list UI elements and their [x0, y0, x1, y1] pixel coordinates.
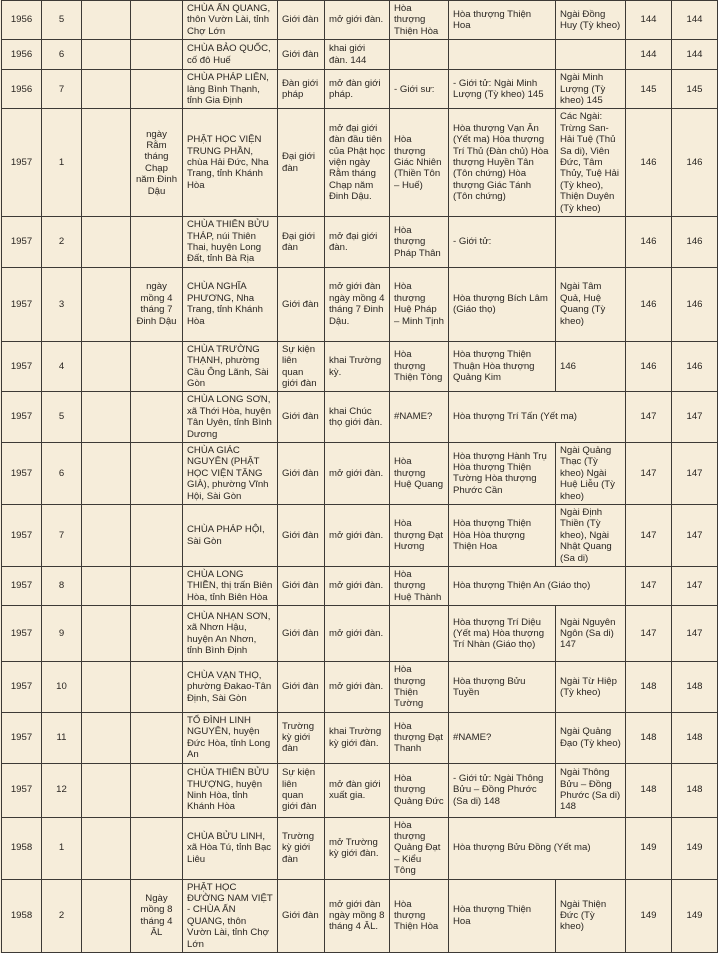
date-cell — [131, 606, 183, 662]
page-ref-cell: 149 — [626, 817, 672, 879]
page-ref-cell-2: 149 — [672, 817, 718, 879]
blank-cell — [82, 109, 131, 217]
ordinands-cell: Ngài Từ Hiệp (Tỳ kheo) — [556, 662, 626, 713]
masters-cell: Hòa thượng Bửu Tuyền — [449, 662, 556, 713]
table-body — [2, 1, 718, 953]
blank-cell — [82, 567, 131, 606]
page-ref-cell: 144 — [626, 40, 672, 70]
page-ref-cell: 147 — [626, 567, 672, 606]
place-cell: CHÙA LONG SƠN, xã Thới Hòa, huyện Tân Uyên, tỉnh Bình Dương — [183, 392, 278, 443]
event-type-cell: Sự kiện liên quan giới đàn — [278, 341, 325, 392]
masters-cell — [449, 40, 556, 70]
page-ref-cell: 148 — [626, 712, 672, 763]
page-ref-cell: 148 — [626, 662, 672, 713]
place-cell: CHÙA NHẠN SƠN, xã Nhơn Hậu, huyện An Nhơn, tỉnh Bình Định — [183, 606, 278, 662]
number-cell: 4 — [42, 341, 82, 392]
page-ref-cell-2: 148 — [672, 662, 718, 713]
masters-cell: #NAME? — [449, 712, 556, 763]
page-ref-cell-2: 146 — [672, 341, 718, 392]
page-ref-cell: 148 — [626, 763, 672, 817]
description-cell: khai giới đàn. 144 — [325, 40, 390, 70]
event-type-cell: Giới đàn — [278, 267, 325, 341]
page-ref-cell-2: 148 — [672, 763, 718, 817]
preceptor-cell: Hòa thượng Pháp Thân — [390, 217, 449, 268]
number-cell: 8 — [42, 567, 82, 606]
date-cell: Ngày mồng 8 tháng 4 ÂL — [131, 879, 183, 952]
description-cell: mở giới đàn ngày mồng 4 tháng 7 Đinh Dậu. — [325, 267, 390, 341]
year-cell: 1957 — [2, 606, 42, 662]
masters-cell: Hòa thượng Thiện Hoa — [449, 879, 556, 952]
blank-cell — [82, 217, 131, 268]
year-cell: 1957 — [2, 442, 42, 504]
date-cell — [131, 817, 183, 879]
place-cell: CHÙA LONG THIỀN, thị trấn Biên Hòa, tỉnh Biên Hòa — [183, 567, 278, 606]
number-cell: 6 — [42, 40, 82, 70]
preceptor-cell: Hòa thượng Huệ Quang — [390, 442, 449, 504]
preceptor-cell: Hòa thượng Đạt Thanh — [390, 712, 449, 763]
place-cell: CHÙA PHÁP LIÊN, làng Bình Thạnh, tỉnh Gia Định — [183, 70, 278, 109]
event-type-cell: Trường kỳ giới đàn — [278, 817, 325, 879]
table-row — [2, 217, 718, 268]
ordinands-cell — [556, 217, 626, 268]
blank-cell — [82, 40, 131, 70]
page-ref-cell-2: 144 — [672, 1, 718, 40]
event-type-cell: Đàn giới pháp — [278, 70, 325, 109]
date-cell — [131, 567, 183, 606]
place-cell: TỔ ĐÌNH LINH NGUYÊN, huyện Đức Hòa, tỉnh Long An — [183, 712, 278, 763]
ordinands-cell: Ngài Minh Lượng (Tỳ kheo) 145 — [556, 70, 626, 109]
page-ref-cell: 147 — [626, 392, 672, 443]
place-cell: CHÙA PHÁP HỘI, Sài Gòn — [183, 505, 278, 567]
page-ref-cell-2: 146 — [672, 217, 718, 268]
table-row — [2, 662, 718, 713]
date-cell — [131, 662, 183, 713]
page-ref-cell-2: 147 — [672, 567, 718, 606]
date-cell: ngày Rằm tháng Chạp năm Đinh Dậu — [131, 109, 183, 217]
place-cell: PHẬT HỌC VIỆN TRUNG PHẦN, chùa Hải Đức, Nha Trang, tỉnh Khánh Hòa — [183, 109, 278, 217]
year-cell: 1957 — [2, 763, 42, 817]
number-cell: 5 — [42, 392, 82, 443]
place-cell: CHÙA THIÊN BỬU THƯỢNG, huyện Ninh Hòa, tỉnh Khánh Hòa — [183, 763, 278, 817]
date-cell — [131, 763, 183, 817]
preceptor-cell: #NAME? — [390, 392, 449, 443]
preceptor-cell: Hòa thượng Huệ Pháp – Minh Tịnh — [390, 267, 449, 341]
page-ref-cell-2: 145 — [672, 70, 718, 109]
blank-cell — [82, 341, 131, 392]
masters-cell: Hòa thượng Vạn Ân (Yết ma) Hòa thượng Trí Thủ (Đàn chủ) Hòa thượng Huyền Tân (Tôn chứng) Hòa thượng Giác Tánh (Tôn chứng) — [449, 109, 556, 217]
table-row — [2, 109, 718, 217]
ordinands-cell: Ngài Nguyên Ngôn (Sa di) 147 — [556, 606, 626, 662]
masters-cell: Hòa thượng Bích Lâm (Giáo thọ) — [449, 267, 556, 341]
event-type-cell: Giới đàn — [278, 662, 325, 713]
page-ref-cell: 146 — [626, 217, 672, 268]
date-cell — [131, 341, 183, 392]
blank-cell — [82, 505, 131, 567]
number-cell: 3 — [42, 267, 82, 341]
preceptor-cell: Hòa thượng Thiện Tường — [390, 662, 449, 713]
year-cell: 1957 — [2, 109, 42, 217]
ordinands-cell: Ngài Thông Bửu – Đồng Phước (Sa di) 148 — [556, 763, 626, 817]
place-cell: CHÙA TRƯỜNG THẠNH, phường Cầu Ông Lãnh, Sài Gòn — [183, 341, 278, 392]
year-cell: 1957 — [2, 267, 42, 341]
table-row — [2, 606, 718, 662]
number-cell: 7 — [42, 70, 82, 109]
place-cell: CHÙA ẤN QUANG, thôn Vườn Lài, tỉnh Chợ Lớn — [183, 1, 278, 40]
year-cell: 1956 — [2, 40, 42, 70]
masters-cell: Hòa thượng Thiện Hòa Hòa thượng Thiện Hoa — [449, 505, 556, 567]
page-ref-cell-2: 147 — [672, 505, 718, 567]
masters-cell: - Giới tử: — [449, 217, 556, 268]
table-row — [2, 1, 718, 40]
year-cell: 1958 — [2, 817, 42, 879]
year-cell: 1957 — [2, 712, 42, 763]
masters-cell: - Giới tử: Ngài Minh Lượng (Tỳ kheo) 145 — [449, 70, 556, 109]
page-ref-cell: 147 — [626, 606, 672, 662]
masters-cell: - Giới tử: Ngài Thông Bửu – Đồng Phước (Sa di) 148 — [449, 763, 556, 817]
description-cell: khai Chúc thọ giới đàn. — [325, 392, 390, 443]
masters-cell: Hòa thượng Bửu Đồng (Yết ma) — [449, 817, 626, 879]
date-cell — [131, 1, 183, 40]
date-cell — [131, 712, 183, 763]
blank-cell — [82, 392, 131, 443]
table-row — [2, 40, 718, 70]
table-row — [2, 763, 718, 817]
number-cell: 6 — [42, 442, 82, 504]
year-cell: 1957 — [2, 505, 42, 567]
table-row — [2, 442, 718, 504]
year-cell: 1958 — [2, 879, 42, 952]
table-row — [2, 392, 718, 443]
event-type-cell: Giới đàn — [278, 40, 325, 70]
table-row — [2, 70, 718, 109]
page-ref-cell: 149 — [626, 879, 672, 952]
year-cell: 1957 — [2, 392, 42, 443]
ordination-events-table — [1, 0, 718, 953]
event-type-cell: Giới đàn — [278, 567, 325, 606]
description-cell: mở đại giới đàn đầu tiên của Phật học viện ngày Rằm tháng Chạp năm Đinh Dậu. — [325, 109, 390, 217]
table-row — [2, 267, 718, 341]
description-cell: mở đại giới đàn. — [325, 217, 390, 268]
date-cell: ngày mồng 4 tháng 7 Đinh Dậu — [131, 267, 183, 341]
description-cell: mở đàn giới xuất gia. — [325, 763, 390, 817]
number-cell: 7 — [42, 505, 82, 567]
table-row — [2, 567, 718, 606]
table-row — [2, 505, 718, 567]
page-ref-cell-2: 147 — [672, 606, 718, 662]
blank-cell — [82, 606, 131, 662]
number-cell: 1 — [42, 109, 82, 217]
place-cell: CHÙA BẢO QUỐC, cố đô Huế — [183, 40, 278, 70]
place-cell: PHẬT HỌC ĐƯỜNG NAM VIỆT - CHÙA ẤN QUANG, thôn Vườn Lài, tỉnh Chợ Lớn — [183, 879, 278, 952]
event-type-cell: Đại giới đàn — [278, 217, 325, 268]
number-cell: 2 — [42, 217, 82, 268]
description-cell: mở giới đàn. — [325, 505, 390, 567]
masters-cell: Hòa thượng Trí Diệu (Yết ma) Hòa thượng Trí Nhàn (Giáo thọ) — [449, 606, 556, 662]
preceptor-cell: - Giới sư: — [390, 70, 449, 109]
blank-cell — [82, 763, 131, 817]
event-type-cell: Giới đàn — [278, 505, 325, 567]
description-cell: mở Trường kỳ giới đàn. — [325, 817, 390, 879]
event-type-cell: Giới đàn — [278, 1, 325, 40]
year-cell: 1957 — [2, 567, 42, 606]
preceptor-cell: Hòa thượng Đạt Hương — [390, 505, 449, 567]
preceptor-cell: Hòa thượng Huệ Thành — [390, 567, 449, 606]
date-cell — [131, 392, 183, 443]
page-ref-cell: 147 — [626, 505, 672, 567]
masters-cell: Hòa thượng Thiện An (Giáo thọ) — [449, 567, 626, 606]
page-ref-cell-2: 144 — [672, 40, 718, 70]
preceptor-cell — [390, 40, 449, 70]
event-type-cell: Giới đàn — [278, 392, 325, 443]
description-cell: mở giới đàn. — [325, 442, 390, 504]
blank-cell — [82, 662, 131, 713]
blank-cell — [82, 442, 131, 504]
page-ref-cell: 144 — [626, 1, 672, 40]
place-cell: CHÙA BỬU LINH, xã Hòa Tú, tỉnh Bạc Liêu — [183, 817, 278, 879]
description-cell: mở giới đàn. — [325, 1, 390, 40]
description-cell: khai Trường kỳ giới đàn. — [325, 712, 390, 763]
description-cell: mở giới đàn ngày mồng 8 tháng 4 ÂL. — [325, 879, 390, 952]
number-cell: 11 — [42, 712, 82, 763]
masters-cell: Hòa thượng Thiện Hoa — [449, 1, 556, 40]
blank-cell — [82, 70, 131, 109]
page-ref-cell: 146 — [626, 267, 672, 341]
ordinands-cell: Các Ngài: Trừng San-Hải Tuệ (Thủ Sa di), Viên Đức, Tâm Thủy, Tuệ Hải (Tỳ kheo), Thiện Duyên (Tỳ kheo) — [556, 109, 626, 217]
ordinands-cell: 146 — [556, 341, 626, 392]
event-type-cell: Giới đàn — [278, 879, 325, 952]
blank-cell — [82, 1, 131, 40]
blank-cell — [82, 267, 131, 341]
date-cell — [131, 217, 183, 268]
description-cell: khai Trường kỳ. — [325, 341, 390, 392]
page-ref-cell: 147 — [626, 442, 672, 504]
event-type-cell: Trường kỳ giới đàn — [278, 712, 325, 763]
table-row — [2, 817, 718, 879]
event-type-cell: Giới đàn — [278, 442, 325, 504]
preceptor-cell: Hòa thượng Thiện Hòa — [390, 1, 449, 40]
page-ref-cell-2: 149 — [672, 879, 718, 952]
blank-cell — [82, 817, 131, 879]
description-cell: mở giới đàn. — [325, 567, 390, 606]
preceptor-cell: Hòa thượng Quảng Đạt – Kiểu Tông — [390, 817, 449, 879]
place-cell: CHÙA THIÊN BỬU THÁP, núi Thiên Thai, huyện Long Đất, tỉnh Bà Rịa — [183, 217, 278, 268]
description-cell: mở đàn giới pháp. — [325, 70, 390, 109]
date-cell — [131, 70, 183, 109]
table-row — [2, 341, 718, 392]
ordinands-cell: Ngài Thiện Đức (Tỳ kheo) — [556, 879, 626, 952]
page-ref-cell-2: 147 — [672, 392, 718, 443]
place-cell: CHÙA NGHĨA PHƯƠNG, Nha Trang, tỉnh Khánh Hòa — [183, 267, 278, 341]
description-cell: mở giới đàn. — [325, 662, 390, 713]
page-ref-cell-2: 148 — [672, 712, 718, 763]
ordinands-cell: Ngài Quảng Đạo (Tỳ kheo) — [556, 712, 626, 763]
blank-cell — [82, 712, 131, 763]
year-cell: 1957 — [2, 217, 42, 268]
page-ref-cell-2: 147 — [672, 442, 718, 504]
year-cell: 1956 — [2, 70, 42, 109]
ordinands-cell: Ngài Tâm Quả, Huệ Quang (Tỳ kheo) — [556, 267, 626, 341]
masters-cell: Hòa thượng Hành Trụ Hòa thượng Thiện Tường Hòa thượng Phước Cần — [449, 442, 556, 504]
preceptor-cell: Hòa thượng Quảng Đức — [390, 763, 449, 817]
date-cell — [131, 442, 183, 504]
number-cell: 12 — [42, 763, 82, 817]
preceptor-cell: Hòa thượng Giác Nhiên (Thiền Tôn – Huế) — [390, 109, 449, 217]
number-cell: 2 — [42, 879, 82, 952]
preceptor-cell: Hòa thượng Thiện Tòng — [390, 341, 449, 392]
page-ref-cell: 146 — [626, 109, 672, 217]
ordinands-cell: Ngài Đồng Huy (Tỳ kheo) — [556, 1, 626, 40]
ordinands-cell — [556, 40, 626, 70]
year-cell: 1956 — [2, 1, 42, 40]
place-cell: CHÙA VẠN THỌ, phường Đakao-Tân Định, Sài Gòn — [183, 662, 278, 713]
place-cell: CHÙA GIÁC NGUYÊN (PHẬT HỌC VIỆN TĂNG GIÀ), phường Vĩnh Hội, Sài Gòn — [183, 442, 278, 504]
event-type-cell: Sự kiện liên quan giới đàn — [278, 763, 325, 817]
year-cell: 1957 — [2, 662, 42, 713]
page-ref-cell-2: 146 — [672, 267, 718, 341]
event-type-cell: Giới đàn — [278, 606, 325, 662]
ordinands-cell: Ngài Định Thiền (Tỳ kheo), Ngài Nhật Quang (Sa di) — [556, 505, 626, 567]
event-type-cell: Đại giới đàn — [278, 109, 325, 217]
ordinands-cell: Ngài Quảng Thạc (Tỳ kheo) Ngài Huệ Liễu (Tỳ kheo) — [556, 442, 626, 504]
preceptor-cell: Hòa thượng Thiện Hòa — [390, 879, 449, 952]
preceptor-cell — [390, 606, 449, 662]
page-ref-cell: 146 — [626, 341, 672, 392]
number-cell: 10 — [42, 662, 82, 713]
masters-cell: Hòa thượng Trí Tấn (Yết ma) — [449, 392, 626, 443]
number-cell: 1 — [42, 817, 82, 879]
date-cell — [131, 40, 183, 70]
blank-cell — [82, 879, 131, 952]
number-cell: 9 — [42, 606, 82, 662]
masters-cell: Hòa thượng Thiện Thuận Hòa thượng Quảng Kim — [449, 341, 556, 392]
table-row — [2, 712, 718, 763]
description-cell: mở giới đàn. — [325, 606, 390, 662]
page-ref-cell: 145 — [626, 70, 672, 109]
year-cell: 1957 — [2, 341, 42, 392]
table-row — [2, 879, 718, 952]
number-cell: 5 — [42, 1, 82, 40]
date-cell — [131, 505, 183, 567]
page-ref-cell-2: 146 — [672, 109, 718, 217]
